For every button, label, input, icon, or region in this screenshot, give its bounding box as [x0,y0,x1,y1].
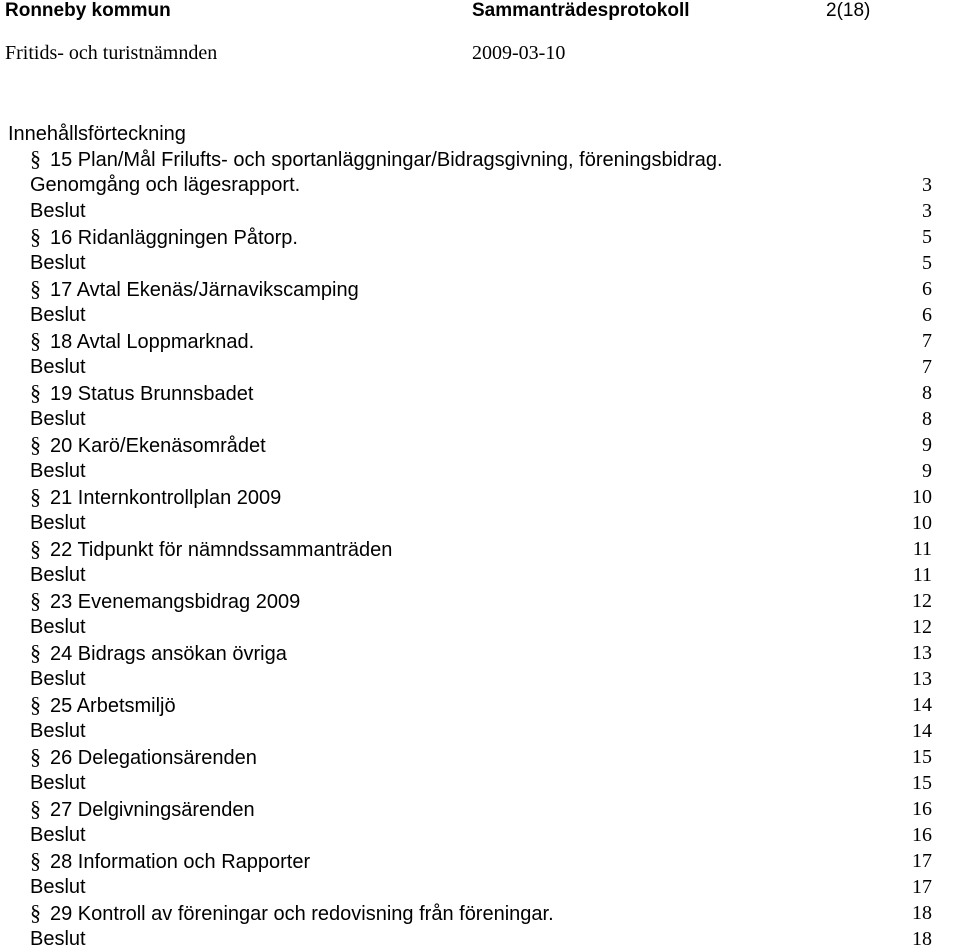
toc-entry-text [30,250,86,276]
toc-list [0,146,960,952]
toc-entry-text [30,328,254,354]
toc-entry[interactable] [0,666,960,692]
toc-entry[interactable] [0,302,960,328]
toc-entry-label: Beslut [30,720,86,742]
toc-entry-text [30,198,86,224]
toc-entry-label: Beslut [30,668,86,690]
toc-entry-text [30,822,86,848]
toc-entry-label: Beslut [30,408,86,430]
section-symbol: § [30,796,41,821]
toc-entry-label: Beslut [30,616,86,638]
toc-page-number: 10 [912,512,932,534]
section-symbol: § [30,536,41,561]
toc-entry-label: Beslut [30,564,86,586]
toc-entry-text [30,224,298,250]
toc-entry[interactable] [0,900,960,926]
toc-entry-label: 15 Plan/Mål Frilufts- och sportanläggningar/Bidragsgivning, föreningsbidrag. [50,149,723,171]
toc-entry-label: Beslut [30,460,86,482]
toc-entry[interactable] [0,744,960,770]
toc-entry-text [30,380,253,406]
toc-entry-label: Beslut [30,252,86,274]
toc-entry-label: 22 Tidpunkt för nämndssammanträden [50,539,393,561]
toc-page-number: 3 [922,200,932,222]
toc-entry-text [30,718,86,744]
toc-entry-label: Beslut [30,876,86,898]
toc-entry-text [30,770,86,796]
toc-page-number: 14 [912,694,932,716]
toc-entry-text [30,744,257,770]
toc-entry-text [30,484,281,510]
toc-page-number: 18 [912,902,932,924]
toc-entry[interactable] [0,354,960,380]
toc-entry[interactable] [0,848,960,874]
toc-entry[interactable] [0,484,960,510]
toc-page-number: 11 [912,564,932,586]
toc-entry[interactable] [0,328,960,354]
toc-page-number: 17 [912,876,932,898]
toc-entry-text [30,172,300,198]
toc-entry-text [30,406,86,432]
toc-entry-text [30,874,86,900]
page-indicator: 2(18) [826,0,871,21]
section-symbol: § [30,588,41,613]
toc-entry-label: 26 Delegationsärenden [50,747,257,769]
toc-entry-label: Beslut [30,200,86,222]
toc-entry-text [30,536,392,562]
toc-page-number: 7 [922,356,932,378]
toc-entry[interactable] [0,536,960,562]
toc-page-number: 10 [912,486,932,508]
toc-entry[interactable] [0,224,960,250]
toc-page-number: 17 [912,850,932,872]
toc-page-number: 5 [922,226,932,248]
section-symbol: § [30,380,41,405]
toc-entry-text [30,354,86,380]
section-symbol: § [30,328,41,353]
toc-entry-text [30,302,86,328]
organization-name: Ronneby kommun [5,0,171,21]
section-symbol: § [30,276,41,301]
toc-entry-text [30,666,86,692]
section-symbol: § [30,848,41,873]
toc-entry[interactable] [0,146,960,172]
toc-entry-label: 17 Avtal Ekenäs/Järnavikscamping [50,279,359,301]
toc-page-number: 3 [922,174,932,196]
toc-entry-label: 16 Ridanläggningen Påtorp. [50,227,298,249]
toc-entry-text [30,588,300,614]
toc-entry[interactable] [0,432,960,458]
toc-entry-label: Beslut [30,772,86,794]
document-type: Sammanträdesprotokoll [472,0,690,21]
toc-entry-label: Beslut [30,512,86,534]
toc-entry-text [30,510,86,536]
toc-page-number: 13 [912,668,932,690]
toc-page-number: 9 [922,460,932,482]
toc-entry[interactable] [0,276,960,302]
toc-page-number: 6 [922,304,932,326]
section-symbol: § [30,640,41,665]
toc-entry-text [30,614,86,640]
toc-page-number: 8 [922,382,932,404]
toc-entry[interactable] [0,250,960,276]
toc-entry[interactable] [0,406,960,432]
toc-page-number: 6 [922,278,932,300]
toc-entry[interactable] [0,640,960,666]
toc-entry[interactable] [0,822,960,848]
toc-page-number: 18 [912,928,932,950]
toc-page-number: 11 [912,538,932,560]
toc-entry[interactable] [0,770,960,796]
toc-page-number: 15 [912,746,932,768]
toc-entry[interactable] [0,614,960,640]
section-symbol: § [30,900,41,925]
toc-entry[interactable] [0,874,960,900]
toc-entry-text [30,692,176,718]
toc-entry-label: Beslut [30,824,86,846]
toc-entry-text [30,796,255,822]
toc-page-number: 16 [912,824,932,846]
toc-entry-label: 27 Delgivningsärenden [50,799,255,821]
toc-title: Innehållsförteckning [8,123,186,145]
toc-entry-label: 21 Internkontrollplan 2009 [50,487,282,509]
toc-entry[interactable] [0,458,960,484]
toc-page-number: 9 [922,434,932,456]
committee-name: Fritids- och turistnämnden [5,42,218,64]
toc-entry[interactable] [0,588,960,614]
toc-entry-text [30,562,86,588]
toc-entry-label: Beslut [30,304,86,326]
toc-entry[interactable] [0,718,960,744]
toc-entry-label: Beslut [30,928,86,950]
toc-page-number: 8 [922,408,932,430]
section-symbol: § [30,146,41,171]
section-symbol: § [30,744,41,769]
toc-entry-label: 28 Information och Rapporter [50,851,311,873]
toc-entry-text [30,926,86,952]
toc-entry-label: 29 Kontroll av föreningar och redovisning från föreningar. [50,903,554,925]
meeting-date: 2009-03-10 [472,42,566,64]
toc-entry-label: Beslut [30,356,86,378]
toc-page-number: 16 [912,798,932,820]
toc-entry-label: 23 Evenemangsbidrag 2009 [50,591,301,613]
toc-entry-label: 20 Karö/Ekenäsområdet [50,435,266,457]
toc-page-number: 13 [912,642,932,664]
toc-entry[interactable] [0,380,960,406]
toc-entry[interactable] [0,172,960,198]
section-symbol: § [30,224,41,249]
toc-entry[interactable] [0,198,960,224]
toc-entry[interactable] [0,562,960,588]
toc-entry-label: 25 Arbetsmiljö [50,695,176,717]
section-symbol: § [30,484,41,509]
section-symbol: § [30,692,41,717]
toc-entry[interactable] [0,510,960,536]
toc-page-number: 12 [912,616,932,638]
toc-page-number: 5 [922,252,932,274]
toc-entry-text [30,848,310,874]
toc-entry[interactable] [0,796,960,822]
toc-entry-text [30,458,86,484]
toc-entry-text [30,432,266,458]
toc-entry-text [30,276,359,302]
toc-entry-text [30,640,287,666]
toc-entry-text [30,900,554,926]
toc-page-number: 7 [922,330,932,352]
toc-entry-label: 24 Bidrags ansökan övriga [50,643,287,665]
toc-entry-label: 18 Avtal Loppmarknad. [50,331,255,353]
toc-page-number: 12 [912,590,932,612]
toc-page-number: 14 [912,720,932,742]
toc-entry[interactable] [0,926,960,952]
section-symbol: § [30,432,41,457]
toc-entry-label: 19 Status Brunnsbadet [50,383,254,405]
toc-entry-text [30,146,723,172]
toc-page-number: 15 [912,772,932,794]
toc-entry[interactable] [0,692,960,718]
toc-entry-label: Genomgång och lägesrapport. [30,174,301,196]
